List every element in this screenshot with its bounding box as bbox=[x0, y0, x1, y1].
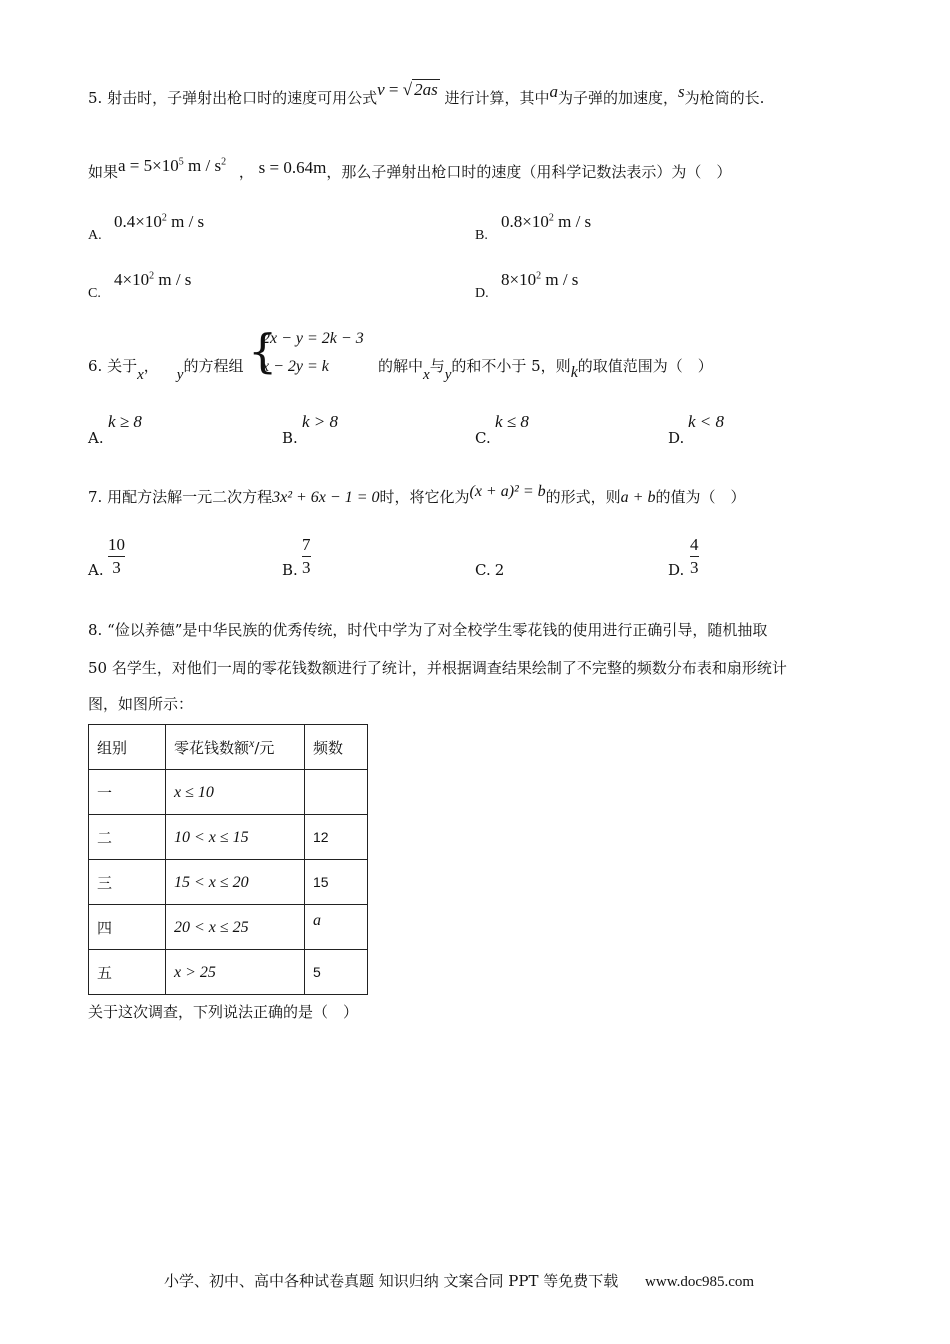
cond2: s = 0.64m bbox=[258, 158, 327, 177]
table-row bbox=[89, 815, 368, 860]
q6-intro-line bbox=[88, 356, 244, 383]
option-fraction bbox=[302, 536, 311, 577]
q5-line1 bbox=[88, 80, 765, 108]
option-label: C. bbox=[475, 561, 491, 579]
table-row bbox=[89, 770, 368, 815]
fraction-denominator: 3 bbox=[302, 558, 311, 577]
q7-mid2: 的形式，则 bbox=[545, 488, 621, 506]
option-exp: 2 bbox=[149, 270, 155, 282]
header-var-x: x bbox=[249, 735, 255, 750]
option-exp: 2 bbox=[536, 270, 542, 282]
q5-mid1: 进行计算，其中 bbox=[444, 89, 550, 107]
cell-range bbox=[166, 905, 305, 950]
option-fraction bbox=[690, 536, 699, 577]
q7-line bbox=[88, 483, 746, 508]
header-amount bbox=[166, 725, 305, 770]
q6-rest-line bbox=[378, 356, 713, 383]
option-mantissa: 8×10 bbox=[501, 270, 537, 289]
q6-mid2: 的解中 bbox=[378, 357, 424, 375]
option-unit: m / s bbox=[166, 212, 205, 231]
sqrt-radicand: 2as bbox=[414, 80, 438, 99]
var-y: y bbox=[176, 367, 184, 383]
option-unit: m / s bbox=[553, 212, 592, 231]
q5-line2-start: 如果 bbox=[88, 163, 119, 181]
q5-line2-end: ，那么子弹射出枪口时的速度（用科学记数法表示）为（ ） bbox=[326, 163, 732, 181]
q5-line2 bbox=[88, 156, 732, 182]
option-mantissa: 0.4×10 bbox=[114, 212, 162, 231]
cell-group: 二 bbox=[89, 815, 166, 860]
q7-option-c[interactable] bbox=[475, 560, 504, 580]
cell-range bbox=[166, 815, 305, 860]
option-value: k ≥ 8 bbox=[108, 412, 142, 431]
option-mantissa: 0.8×10 bbox=[501, 212, 549, 231]
q7-mid1: 时，将它化为 bbox=[379, 488, 470, 506]
var-s: s bbox=[678, 82, 685, 101]
option-value: 2 bbox=[494, 561, 505, 579]
fraction-numerator: 4 bbox=[690, 535, 699, 554]
q8-question: 关于这次调查，下列说法正确的是（ ） bbox=[88, 1003, 359, 1021]
option-label: D. bbox=[475, 286, 489, 301]
q7-sum: a + b bbox=[620, 489, 656, 506]
sqrt-symbol: √ 2as bbox=[402, 80, 438, 99]
cell-group: 三 bbox=[89, 860, 166, 905]
fraction-numerator: 10 bbox=[108, 535, 125, 554]
cell-frequency: 5 bbox=[305, 950, 368, 995]
cond1-left: a = 5×10 bbox=[118, 156, 179, 175]
q6-end: 的取值范围为（ ） bbox=[577, 357, 713, 375]
cell-range-text: 15 < x ≤ 20 bbox=[174, 874, 249, 891]
table-row bbox=[89, 950, 368, 995]
option-label: B. bbox=[282, 429, 298, 447]
cell-frequency: 15 bbox=[305, 860, 368, 905]
cell-range-text: 20 < x ≤ 25 bbox=[174, 919, 249, 936]
cell-range bbox=[166, 860, 305, 905]
var-x: x bbox=[137, 367, 144, 383]
option-label: A. bbox=[88, 228, 102, 243]
frequency-table bbox=[88, 724, 368, 995]
q5-mid2: 为子弹的加速度， bbox=[558, 89, 679, 107]
q5-comma: ， bbox=[238, 163, 254, 181]
option-label: B. bbox=[282, 561, 298, 579]
cell-frequency bbox=[305, 770, 368, 815]
cell-range bbox=[166, 950, 305, 995]
q8-line1: 8. “俭以养德”是中华民族的优秀传统，时代中学为了对全校学生零花钱的使用进行正确引导，随机抽取 bbox=[88, 621, 768, 639]
option-exp: 2 bbox=[161, 212, 167, 224]
formula-eq: = bbox=[384, 80, 403, 99]
q6-mid1: 的方程组 bbox=[183, 357, 244, 375]
cell-group: 五 bbox=[89, 950, 166, 995]
cond1-exp: 5 bbox=[178, 156, 184, 168]
table-header-row bbox=[89, 725, 368, 770]
q5-mid3: 为枪筒的长. bbox=[684, 89, 765, 107]
option-value: k < 8 bbox=[688, 412, 725, 431]
header-frequency: 频数 bbox=[305, 725, 368, 770]
option-label: B. bbox=[475, 228, 488, 243]
option-label: C. bbox=[88, 286, 101, 301]
q7-equation: 3x² + 6x − 1 = 0 bbox=[272, 489, 380, 506]
q7-intro: 7. 用配方法解一元二次方程 bbox=[88, 488, 273, 506]
system-eq1: 2x − y = 2k − 3 bbox=[262, 330, 364, 347]
option-mantissa: 4×10 bbox=[114, 270, 150, 289]
var-y2: y bbox=[444, 367, 452, 383]
cell-group: 一 bbox=[89, 770, 166, 815]
q8-line3: 图，如图所示： bbox=[88, 695, 194, 713]
option-value: k ≤ 8 bbox=[495, 412, 529, 431]
system-brace: { bbox=[248, 324, 278, 378]
q5-intro: 5. 射击时，子弹射出枪口时的速度可用公式 bbox=[88, 89, 378, 107]
fraction-denominator: 3 bbox=[112, 558, 121, 577]
formula-v: v bbox=[377, 80, 385, 99]
q6-intro: 6. 关于 bbox=[88, 357, 138, 375]
footer bbox=[164, 1270, 754, 1291]
cond1-unit: m / s bbox=[183, 156, 222, 175]
q6-mid3: 与 bbox=[429, 357, 445, 375]
cell-range-text: x ≤ 10 bbox=[174, 784, 214, 801]
option-label: D. bbox=[668, 561, 685, 579]
table-row bbox=[89, 905, 368, 950]
option-unit: m / s bbox=[541, 270, 579, 289]
var-x2: x bbox=[423, 367, 430, 383]
q7-end: 的值为（ ） bbox=[655, 488, 746, 506]
option-label: A. bbox=[88, 429, 104, 447]
option-label: A. bbox=[88, 561, 104, 579]
option-value bbox=[114, 270, 191, 290]
footer-link[interactable]: www.doc985.com bbox=[645, 1274, 755, 1290]
option-exp: 2 bbox=[548, 212, 554, 224]
option-unit: m / s bbox=[154, 270, 192, 289]
option-value bbox=[501, 212, 591, 232]
option-fraction bbox=[108, 536, 125, 577]
table-row bbox=[89, 860, 368, 905]
fraction-denominator: 3 bbox=[690, 558, 699, 577]
cell-group: 四 bbox=[89, 905, 166, 950]
option-value bbox=[114, 212, 204, 232]
option-value bbox=[501, 270, 578, 290]
cell-range-text: 10 < x ≤ 15 bbox=[174, 829, 249, 846]
q7-form: (x + a)² = b bbox=[469, 483, 546, 500]
option-label: D. bbox=[668, 429, 685, 447]
cond1 bbox=[118, 156, 226, 175]
cell-range bbox=[166, 770, 305, 815]
header-amount-text: 零花钱数额 bbox=[174, 738, 250, 757]
cell-frequency-var: a bbox=[313, 912, 321, 929]
q6-comma: ， bbox=[143, 357, 159, 375]
system-eq2: x − 2y = k bbox=[262, 358, 329, 375]
cond1-unit-exp: 2 bbox=[221, 156, 227, 168]
footer-text: 小学、初中、高中各种试卷真题 知识归纳 文案合同 PPT 等免费下载 bbox=[164, 1272, 619, 1290]
q8-line2: 50 名学生，对他们一周的零花钱数额进行了统计，并根据调查结果绘制了不完整的频数分布表和扇形统计 bbox=[88, 659, 787, 677]
cell-frequency bbox=[305, 905, 368, 950]
option-label: C. bbox=[475, 429, 491, 447]
cell-range-text: x > 25 bbox=[174, 964, 216, 981]
header-unit: /元 bbox=[254, 738, 275, 757]
q6-mid4: 的和不小于 5，则 bbox=[451, 357, 571, 375]
cell-frequency: 12 bbox=[305, 815, 368, 860]
fraction-numerator: 7 bbox=[302, 535, 311, 554]
var-a: a bbox=[549, 82, 558, 101]
header-group: 组别 bbox=[89, 725, 166, 770]
option-value: k > 8 bbox=[302, 412, 339, 431]
var-k: k bbox=[570, 364, 578, 381]
